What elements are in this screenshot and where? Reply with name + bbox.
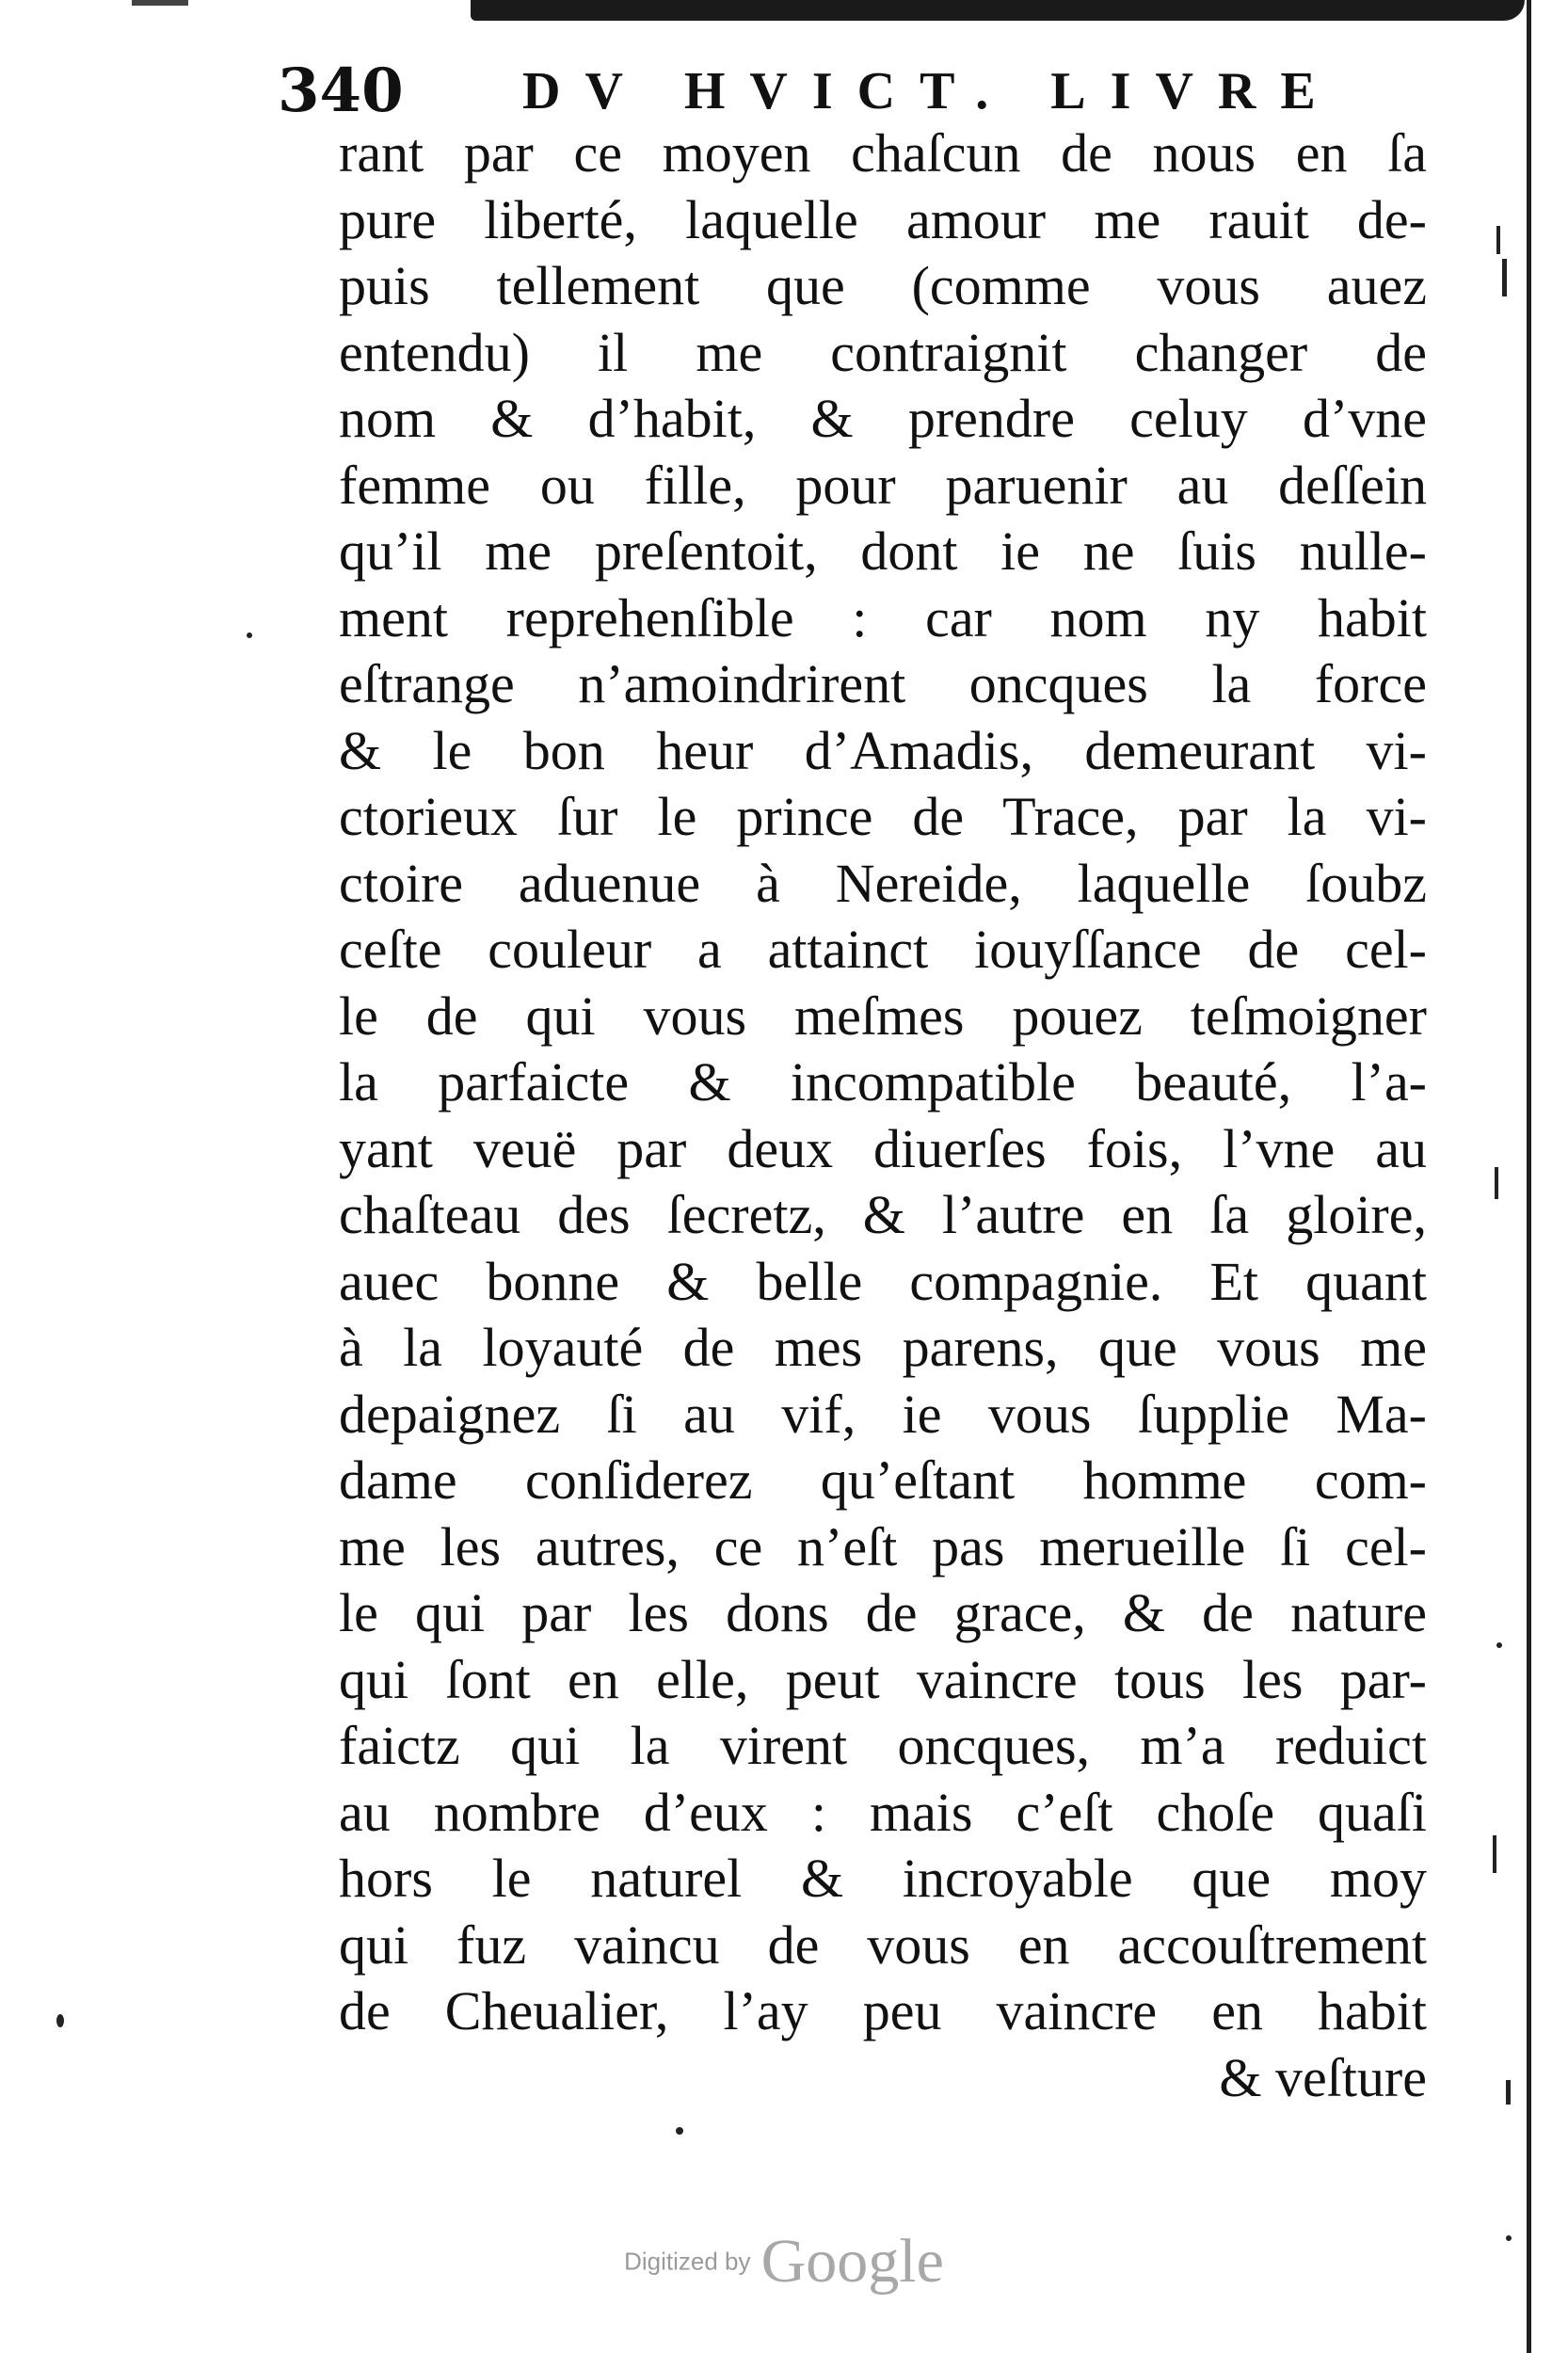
text-line: le qui par les dons de grace, & de nature — [339, 1582, 1427, 1643]
margin-mark — [1495, 1167, 1498, 1199]
text-line: & le bon heur d’Amadis, demeurant vi- — [339, 719, 1427, 781]
text-line: qui ſont en elle, peut vaincre tous les par- — [339, 1648, 1427, 1710]
text-line: au nombre d’eux : mais c’eſt choſe quaſi — [339, 1781, 1427, 1843]
margin-speck — [1496, 1642, 1502, 1648]
text-line: ment reprehenſible : car nom ny habit — [339, 586, 1427, 648]
text-line: hors le naturel & incroyable que moy — [339, 1848, 1427, 1909]
text-line: dame conſiderez qu’eſtant homme com- — [339, 1449, 1427, 1511]
text-line: ceſte couleur a attainct iouyſſance de cel- — [339, 919, 1427, 980]
text-line: puis tellement que (comme vous auez — [339, 255, 1427, 316]
digitized-watermark — [0, 2226, 1568, 2297]
text-line: eſtrange n’amoindrirent oncques la force — [339, 653, 1427, 714]
text-line: qu’il me preſentoit, dont ie ne ſuis nulle- — [339, 520, 1427, 582]
text-line: yant veuë par deux diuerſes fois, l’vne au — [339, 1117, 1427, 1179]
text-line: depaignez ſi au vif, ie vous ſupplie Ma- — [339, 1383, 1427, 1445]
margin-speck — [56, 2014, 64, 2027]
text-line: femme ou fille, pour paruenir au deſſein — [339, 454, 1427, 516]
google-logo: Google — [760, 2227, 944, 2296]
text-line: pure liberté, laquelle amour me rauit de- — [339, 188, 1427, 250]
text-line: auec bonne & belle compagnie. Et quant — [339, 1250, 1427, 1312]
body-text — [339, 120, 1427, 2111]
text-line: la parfaicte & incompatible beauté, l’a- — [339, 1051, 1427, 1112]
catchword: & veſture — [1219, 2046, 1427, 2108]
text-line: le de qui vous meſmes pouez teſmoigner — [339, 984, 1427, 1047]
running-title: DV HVICT. LIVRE — [522, 62, 1340, 120]
text-line: nom & d’habit, & prendre celuy d’vne — [339, 388, 1427, 449]
text-line: faictz qui la virent oncques, m’a reduict — [339, 1715, 1427, 1776]
text-line: qui fuz vaincu de vous en accouſtrement — [339, 1913, 1427, 1976]
text-line: à la loyauté de mes parens, que vous me — [339, 1317, 1427, 1378]
top-edge-mark — [132, 0, 188, 6]
text-line: ctoire aduenue à Nereide, laquelle ſoubz — [339, 852, 1427, 914]
text-line: chaſteau des ſecretz, & l’autre en ſa gloire, — [339, 1184, 1427, 1245]
text-line: me les autres, ce n’eſt pas merueille ſi cel- — [339, 1515, 1427, 1577]
text-line: entendu) il me contraignit changer de — [339, 321, 1427, 383]
text-line: ctorieux ſur le prince de Trace, par la vi- — [339, 786, 1427, 847]
text-line: de Cheualier, l’ay peu vaincre en habit — [339, 1980, 1427, 2041]
margin-mark — [1506, 2080, 1511, 2105]
margin-mark — [1493, 1835, 1496, 1873]
margin-mark — [1502, 259, 1507, 296]
watermark-prefix: Digitized by — [624, 2247, 751, 2276]
right-page-edge — [1527, 0, 1531, 2353]
page-number: 340 — [278, 56, 404, 126]
top-page-edge — [471, 0, 1525, 21]
margin-mark — [1496, 226, 1500, 254]
margin-speck — [676, 2127, 683, 2135]
margin-speck — [247, 632, 252, 638]
text-line: rant par ce moyen chaſcun de nous en ſa — [339, 122, 1427, 184]
